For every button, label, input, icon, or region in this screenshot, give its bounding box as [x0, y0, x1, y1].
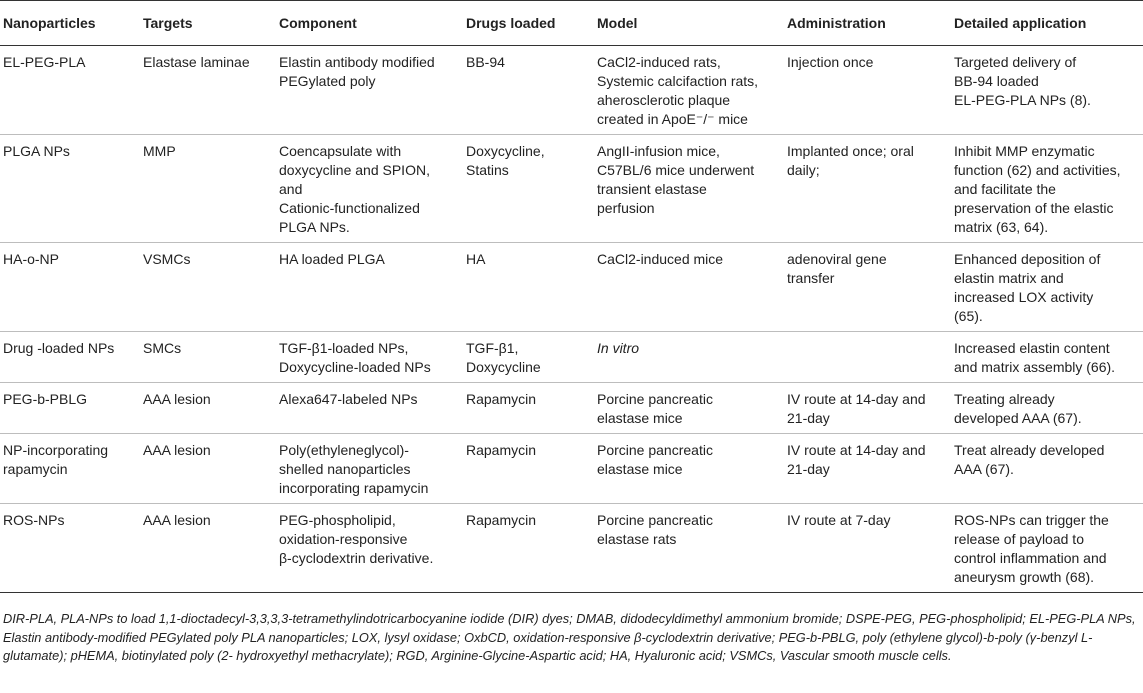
cell-target: Elastase laminae	[143, 54, 250, 70]
cell-target: SMCs	[143, 340, 182, 356]
cell-model: In vitro	[597, 340, 640, 356]
header-model: Model	[597, 14, 638, 31]
cell-target: VSMCs	[143, 251, 191, 267]
cell-model: AngII-infusion mice, C57BL/6 mice underwent transient elastase perfusion	[597, 143, 755, 216]
table-row	[0, 135, 1143, 243]
cell-component: PEG-phospholipid, oxidation-responsive β-cyclodextrin derivative.	[279, 512, 434, 566]
cell-application: Targeted delivery of BB-94 loaded EL-PEG-PLA NPs (8).	[954, 54, 1091, 108]
cell-component: Elastin antibody modified PEGylated poly	[279, 54, 435, 89]
table-row	[0, 434, 1143, 504]
cell-model: Porcine pancreatic elastase mice	[597, 391, 713, 426]
table-header-row	[0, 1, 1143, 46]
cell-administration	[784, 332, 951, 383]
cell-nanoparticle: ROS-NPs	[3, 512, 65, 528]
cell-nanoparticle: EL-PEG-PLA	[3, 54, 86, 70]
cell-administration: Injection once	[787, 54, 874, 70]
table-footnote: DIR-PLA, PLA-NPs to load 1,1-dioctadecyl-3,3,3,3-tetramethylindotricarbocyanine iodide (DIR) dyes; DMAB, didodecyldimethyl ammonium bromide; DSPE-PEG, PEG-phospholipid; EL-PEG-PLA NPs, Elastin antibody-modified PEGylated poly PLA nanoparticles; LOX, lysyl oxidase; OxbCD, oxidation-responsive β-cyclodextrin derivative; PEG-b-PBLG, poly (ethylene glycol)-b-poly (γ-benzyl L-glutamate); pHEMA, biotinylated poly (2- hydroxyethyl methacrylate); RGD, Arginine-Glycine-Aspartic acid; HA, Hyaluronic acid; VSMCs, Vascular smooth muscle cells.	[3, 611, 1136, 663]
cell-application: Increased elastin content and matrix assembly (66).	[954, 340, 1116, 375]
cell-drugs: Rapamycin	[466, 512, 537, 528]
cell-nanoparticle: HA-o-NP	[3, 251, 60, 267]
header-drugs-loaded: Drugs loaded	[466, 14, 556, 31]
cell-administration: IV route at 7-day	[787, 512, 891, 528]
cell-target: AAA lesion	[143, 442, 211, 458]
table-row	[0, 383, 1143, 434]
cell-drugs: TGF-β1, Doxycycline	[466, 340, 541, 375]
cell-drugs: BB-94	[466, 54, 505, 70]
cell-target: AAA lesion	[143, 391, 211, 407]
cell-application: Treat already developed AAA (67).	[954, 442, 1105, 477]
cell-model: Porcine pancreatic elastase mice	[597, 442, 713, 477]
cell-drugs: HA	[466, 251, 486, 267]
cell-target: AAA lesion	[143, 512, 211, 528]
table-row	[0, 332, 1143, 383]
header-targets: Targets	[143, 14, 193, 31]
cell-application: Enhanced deposition of elastin matrix and increased LOX activity (65).	[954, 251, 1101, 324]
cell-nanoparticle: PLGA NPs	[3, 143, 70, 159]
table-row	[0, 46, 1143, 135]
cell-nanoparticle: Drug -loaded NPs	[3, 340, 115, 356]
cell-drugs: Rapamycin	[466, 442, 537, 458]
cell-component: TGF-β1-loaded NPs, Doxycycline-loaded NPs	[279, 340, 431, 375]
cell-model: Porcine pancreatic elastase rats	[597, 512, 713, 547]
cell-component: Poly(ethyleneglycol)- shelled nanoparticles incorporating rapamycin	[279, 442, 429, 496]
cell-component: Coencapsulate with doxycycline and SPION, and Cationic-functionalized PLGA NPs.	[279, 143, 430, 235]
header-component: Component	[279, 14, 357, 31]
cell-application: Treating already developed AAA (67).	[954, 391, 1082, 426]
cell-component: Alexa647-labeled NPs	[279, 391, 418, 407]
header-nanoparticles: Nanoparticles	[3, 14, 96, 31]
cell-drugs: Rapamycin	[466, 391, 537, 407]
cell-model: CaCl2-induced mice	[597, 251, 724, 267]
cell-nanoparticle: NP-incorporating rapamycin	[3, 442, 109, 477]
cell-administration: Implanted once; oral daily;	[787, 143, 914, 178]
cell-application: Inhibit MMP enzymatic function (62) and activities, and facilitate the preservation of the elastic matrix (63, 64).	[954, 143, 1121, 235]
table-row	[0, 243, 1143, 332]
cell-component: HA loaded PLGA	[279, 251, 385, 267]
cell-drugs: Doxycycline, Statins	[466, 143, 545, 178]
cell-target: MMP	[143, 143, 176, 159]
table-row	[0, 504, 1143, 593]
cell-administration: adenoviral gene transfer	[787, 251, 887, 286]
header-detailed-application: Detailed application	[954, 14, 1087, 31]
cell-application: ROS-NPs can trigger the release of payload to control inflammation and aneurysm growth (68).	[954, 512, 1109, 585]
header-administration: Administration	[787, 14, 886, 31]
cell-model: CaCl2-induced rats, Systemic calcifaction rats, aherosclerotic plaque created in ApoE⁻/⁻ mice	[597, 54, 759, 127]
cell-administration: IV route at 14-day and 21-day	[787, 442, 926, 477]
cell-nanoparticle: PEG-b-PBLG	[3, 391, 88, 407]
cell-administration: IV route at 14-day and 21-day	[787, 391, 926, 426]
